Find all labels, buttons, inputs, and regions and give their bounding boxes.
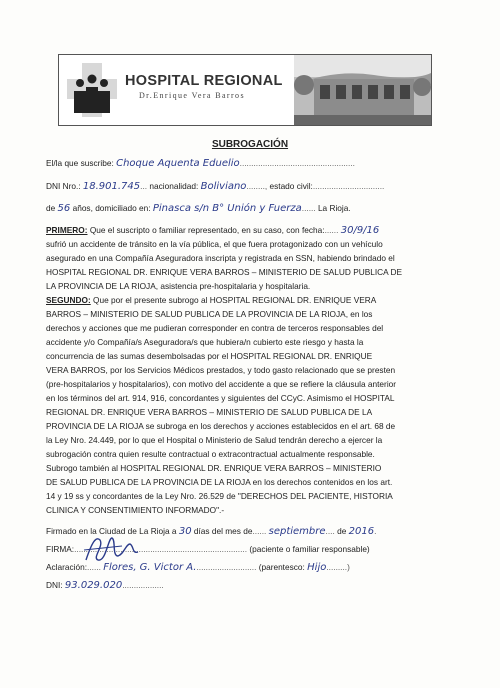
firma-line: FIRMA:........................................................................... (paciente o familiar responsable) bbox=[46, 544, 370, 554]
segundo-line-9: REGIONAL DR. ENRIQUE VERA BARROS – MINISTERIO DE SALUD PUBLICA DE LA bbox=[46, 407, 373, 417]
hospital-logo bbox=[65, 61, 119, 119]
segundo-text-1: Que por el presente subrogo al HOSPITAL REGIONAL DR. ENRIQUE VERA bbox=[93, 295, 377, 305]
dni-firma-line: DNI: 93.029.020.................. bbox=[46, 580, 164, 591]
segundo-line-3: derechos y acciones que me pudieran corresponder en contra de terceros responsables del bbox=[46, 323, 384, 333]
dias-mes-label: días del mes de bbox=[193, 526, 253, 536]
primero-line-2: sufrió un accidente de tránsito en la vía pública, el que fuera protagonizado con un vehículo bbox=[46, 239, 383, 249]
dni-firma-value: 93.029.020 bbox=[64, 580, 123, 591]
mes-value: septiembre bbox=[268, 526, 326, 537]
estado-civil-label: estado civil: bbox=[269, 181, 313, 191]
segundo-line-7: (pre-hospitalarios y hospitalarios), con motivo del accidente a que se refiere la cláusula anterior bbox=[46, 379, 397, 389]
firmado-label: Firmado en la Ciudad de La Rioja a bbox=[46, 526, 177, 536]
firma-label: FIRMA: bbox=[46, 544, 75, 554]
dni-firma-label: DNI: bbox=[46, 580, 63, 590]
anos-domicilio-label: años, domiciliado en: bbox=[72, 203, 151, 213]
aclaracion-value: Flores, G. Victor A. bbox=[103, 562, 197, 573]
suscribe-label: El/la que suscribe: bbox=[46, 158, 114, 168]
segundo-line-5: concurrencia de las sumas desembolsadas por el HOSPITAL REGIONAL DR. ENRIQUE bbox=[46, 351, 373, 361]
segundo-line-15: 14 y 19 ss y concordantes de la Ley Nro. 26.529 de "DERECHOS DEL PACIENTE, HISTORIA bbox=[46, 491, 393, 501]
dia-value: 30 bbox=[178, 526, 192, 537]
segundo-label: SEGUNDO: bbox=[46, 295, 91, 305]
suscribe-line: El/la que suscribe: Choque Aquenta Eduelio.................................................. bbox=[46, 158, 355, 169]
segundo-line-12: subrogación contra quien resulte contractual o extracontractual actualmente responsable. bbox=[46, 449, 375, 459]
parentesco-label: (parentesco: bbox=[258, 562, 305, 572]
primero-text-1: Que el suscripto o familiar representado, en su caso, con fecha: bbox=[89, 225, 325, 235]
domicilio-line: de 56 años, domiciliado en: Pinasca s/n B° Unión y Fuerza...... La Rioja. bbox=[46, 203, 351, 214]
segundo-line-16: CLINICA Y CONSENTIMIENTO INFORMADO".- bbox=[46, 505, 225, 515]
segundo-line-8: en los términos del art. 914, 916, concordantes y siguientes del CCyC. Asimismo el HOSPITAL bbox=[46, 393, 395, 403]
segundo-line-2: BARROS – MINISTERIO DE SALUD PUBLICA DE LA PROVINCIA DE LA RIOJA, en los bbox=[46, 309, 373, 319]
segundo-line-10: PROVINCIA DE LA RIOJA se subroga en los derechos y acciones establecidos en el art. 68 de bbox=[46, 421, 396, 431]
firmado-line: Firmado en la Ciudad de La Rioja a 30 días del mes de...... septiembre.... de 2016. bbox=[46, 526, 377, 537]
document-title: SUBROGACIÓN bbox=[211, 139, 289, 150]
segundo-line-1 bbox=[46, 295, 376, 305]
dni-value: 18.901.745 bbox=[82, 181, 141, 192]
primero-line-4: HOSPITAL REGIONAL DR. ENRIQUE VERA BARROS – MINISTERIO DE SALUD PUBLICA DE bbox=[46, 267, 403, 277]
segundo-line-14: DE SALUD PUBLICA DE LA PROVINCIA DE LA RIOJA en los derechos contenidos en los art. bbox=[46, 477, 393, 487]
hospital-header bbox=[58, 54, 432, 126]
segundo-line-13: Subrogo también al HOSPITAL REGIONAL DR. ENRIQUE VERA BARROS – MINISTERIO bbox=[46, 463, 382, 473]
anio-value: 2016 bbox=[348, 526, 375, 537]
aclaracion-line: Aclaración:...... Flores, G. Victor A........................... (parentesco: Hijo.........) bbox=[46, 562, 350, 573]
primero-line-3: asegurado en una Compañía Aseguradora inscripta y registrada en SSN, habiendo brindado el bbox=[46, 253, 395, 263]
la-rioja-label: La Rioja. bbox=[317, 203, 351, 213]
de-year-label: de bbox=[337, 526, 347, 536]
firma-note: (paciente o familiar responsable) bbox=[249, 544, 370, 554]
dni-label: DNI Nro.: bbox=[46, 181, 81, 191]
primero-label: PRIMERO: bbox=[46, 225, 88, 235]
parentesco-value: Hijo bbox=[307, 562, 327, 573]
segundo-line-6: VERA BARROS, por los Servicios Médicos prestados, y todo gasto relacionado que se presten bbox=[46, 365, 396, 375]
primero-line-5: LA PROVINCIA DE LA RIOJA, asistencia pre-hospitalaria y hospitalaria. bbox=[46, 281, 311, 291]
dni-line: DNI Nro.: 18.901.745... nacionalidad: Boliviano........, estado civil:............................... bbox=[46, 181, 385, 192]
suscribe-value: Choque Aquenta Eduelio bbox=[116, 158, 240, 169]
segundo-line-4: accidente y/o Compañía/s Aseguradora/s que hubiera/n cubierto este riesgo y hasta la bbox=[46, 337, 364, 347]
primero-line-1: PRIMERO: Que el suscripto o familiar representado, en su caso, con fecha:...... 30/9/16 bbox=[46, 225, 380, 236]
hospital-subtitle: Dr.Enrique Vera Barros bbox=[139, 91, 245, 100]
nacionalidad-value: Boliviano bbox=[200, 181, 247, 192]
segundo-line-11: la Ley Nro. 24.449, por lo que el Hospital o Ministerio de Salud tendrán derecho a ejercer la bbox=[46, 435, 383, 445]
aclaracion-label: Aclaración: bbox=[46, 562, 88, 572]
edad-value: 56 bbox=[57, 203, 71, 214]
nacionalidad-label: nacionalidad: bbox=[149, 181, 199, 191]
domicilio-value: Pinasca s/n B° Unión y Fuerza bbox=[152, 203, 302, 214]
hospital-name: HOSPITAL REGIONAL bbox=[125, 73, 283, 89]
hospital-building-photo bbox=[294, 55, 431, 125]
fecha-value: 30/9/16 bbox=[340, 225, 380, 236]
de-label: de bbox=[46, 203, 56, 213]
handwritten-signature bbox=[82, 532, 142, 566]
